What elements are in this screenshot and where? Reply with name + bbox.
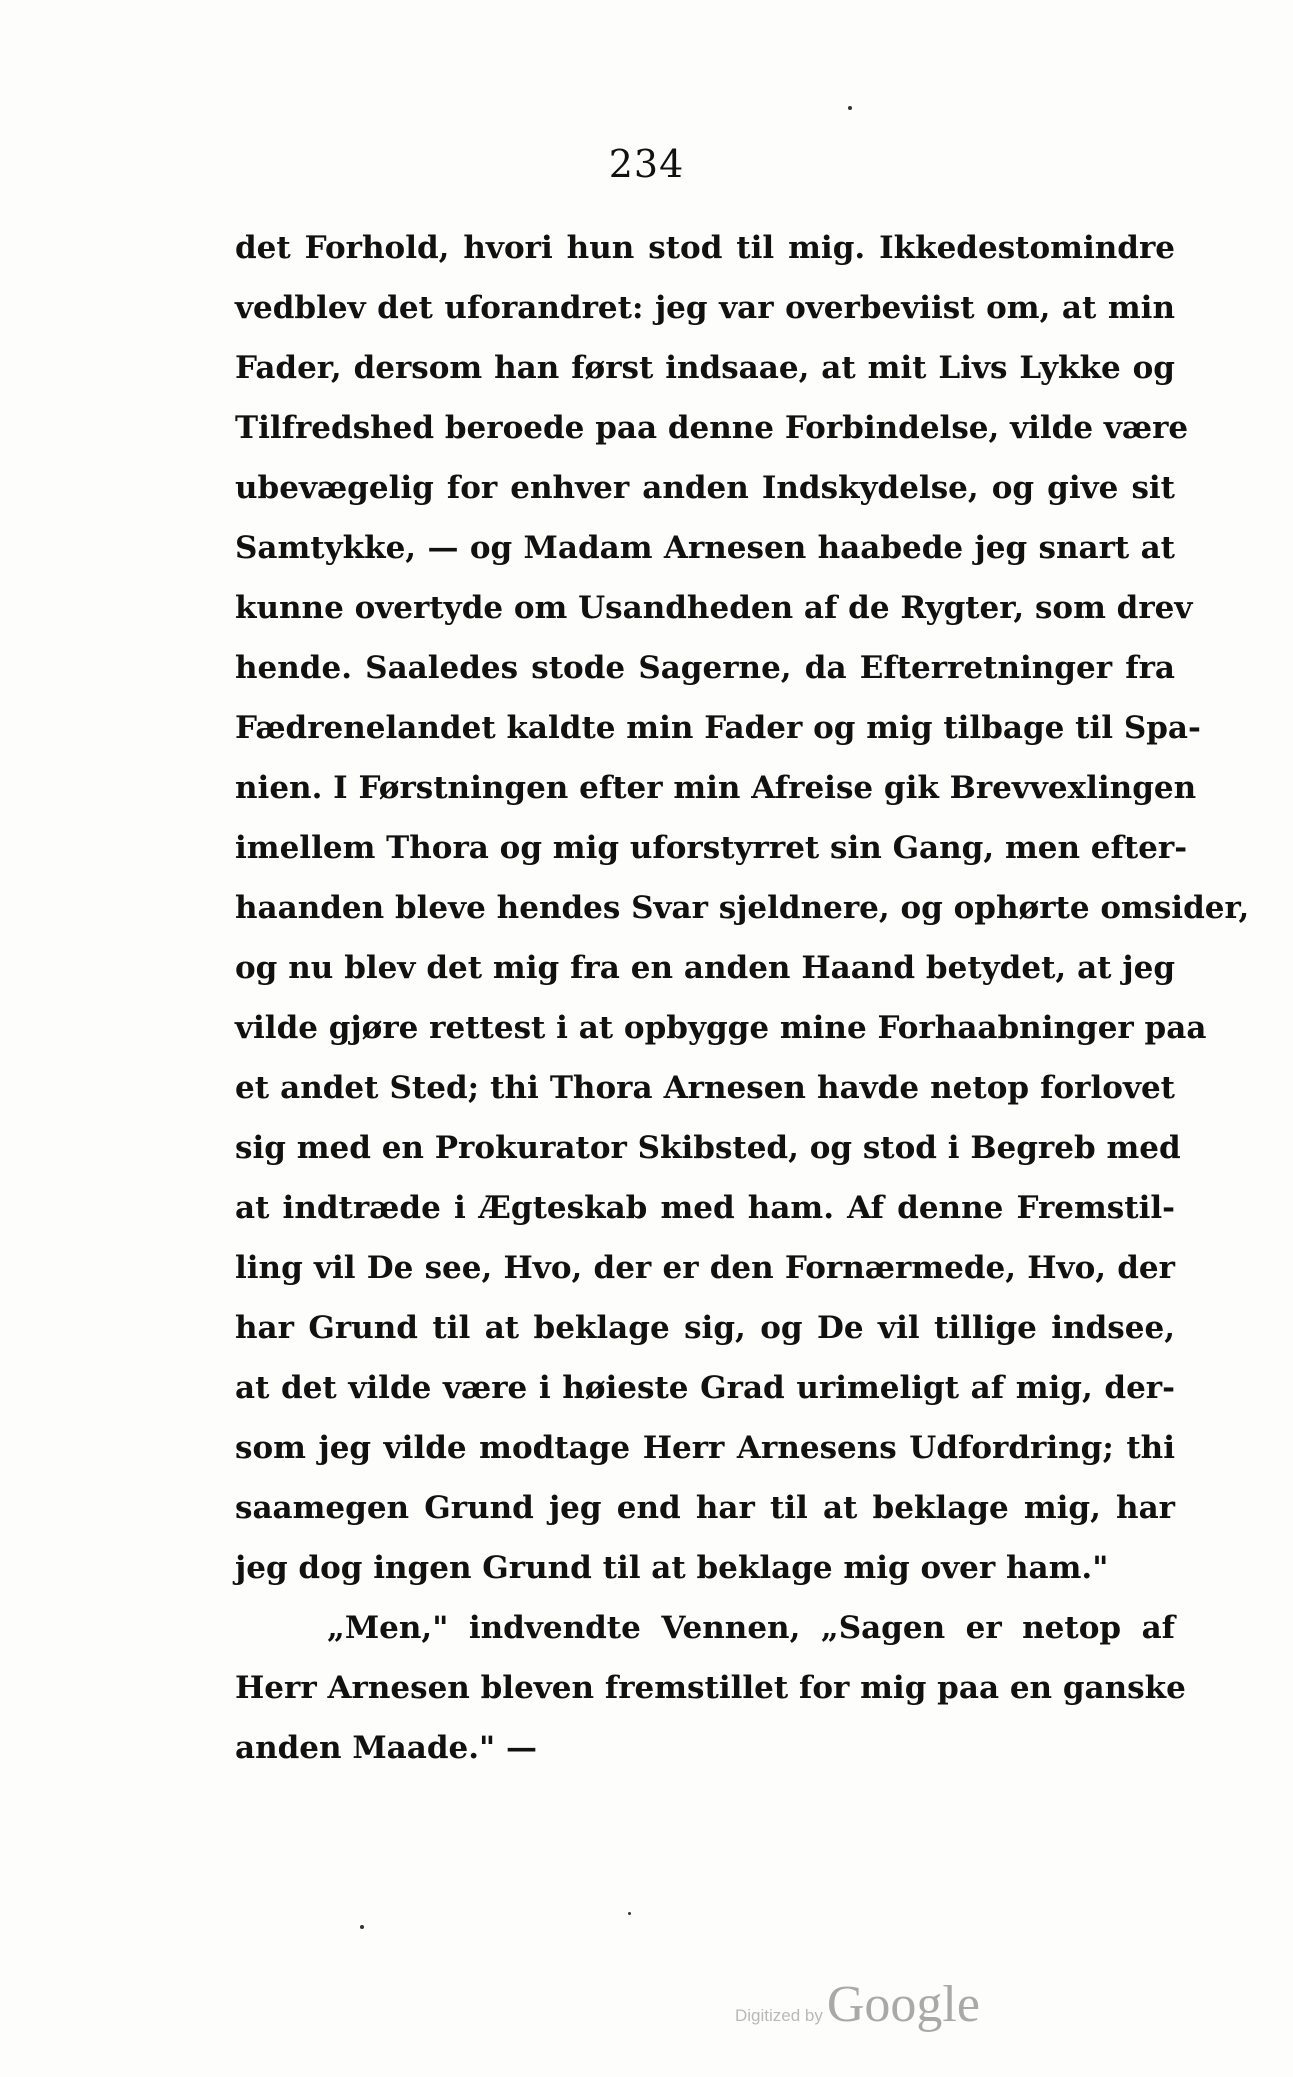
watermark-prefix: Digitized by (735, 2006, 823, 2025)
text-line: et andet Sted; thi Thora Arnesen havde netop forlovet (235, 1070, 1175, 1106)
text-line: anden Maade." — (235, 1730, 537, 1766)
text-line: vilde gjøre rettest i at opbygge mine Forhaabninger paa (235, 1010, 1207, 1046)
text-line: og nu blev det mig fra en anden Haand betydet, at jeg (235, 950, 1175, 986)
text-line: hende. Saaledes stode Sagerne, da Efterretninger fra (235, 650, 1175, 686)
text-line: „Men," indvendte Vennen, „Sagen er netop af (327, 1610, 1175, 1646)
speck-mark (628, 1912, 631, 1915)
speck-mark (360, 1925, 364, 1929)
text-line: Tilfredshed beroede paa denne Forbindelse, vilde være (235, 410, 1189, 446)
text-line: haanden bleve hendes Svar sjeldnere, og ophørte omsider, (235, 890, 1250, 926)
text-line: at det vilde være i høieste Grad urimeligt af mig, der- (235, 1370, 1175, 1406)
body-text (235, 218, 1250, 1778)
text-line: sig med en Prokurator Skibsted, og stod i Begreb med (235, 1130, 1181, 1166)
digitized-watermark (735, 1975, 980, 2034)
text-line: som jeg vilde modtage Herr Arnesens Udfordring; thi (235, 1430, 1175, 1466)
text-line: saamegen Grund jeg end har til at beklage mig, har (235, 1490, 1175, 1526)
text-line: Herr Arnesen bleven fremstillet for mig paa en ganske (235, 1670, 1186, 1706)
google-logo: Google (826, 1976, 980, 2033)
text-line: ubevægelig for enhver anden Indskydelse, og give sit (235, 470, 1175, 506)
text-line: nien. I Førstningen efter min Afreise gik Brevvexlingen (235, 770, 1197, 806)
text-line: Fader, dersom han først indsaae, at mit Livs Lykke og (235, 350, 1175, 386)
text-line: jeg dog ingen Grund til at beklage mig over ham." (235, 1550, 1109, 1586)
text-line: vedblev det uforandret: jeg var overbeviist om, at min (235, 290, 1175, 326)
speck-mark (848, 106, 852, 110)
text-line: det Forhold, hvori hun stod til mig. Ikkedestomindre (235, 230, 1175, 266)
text-line: har Grund til at beklage sig, og De vil tillige indsee, (235, 1310, 1175, 1346)
page-number: 234 (608, 142, 685, 186)
text-line: at indtræde i Ægteskab med ham. Af denne Fremstil- (235, 1190, 1175, 1226)
text-line: imellem Thora og mig uforstyrret sin Gang, men efter- (235, 830, 1188, 866)
text-line: kunne overtyde om Usandheden af de Rygter, som drev (235, 590, 1193, 626)
text-line: ling vil De see, Hvo, der er den Fornærmede, Hvo, der (235, 1250, 1175, 1286)
text-line: Samtykke, — og Madam Arnesen haabede jeg snart at (235, 530, 1175, 566)
text-line: Fædrenelandet kaldte min Fader og mig tilbage til Spa- (235, 710, 1201, 746)
